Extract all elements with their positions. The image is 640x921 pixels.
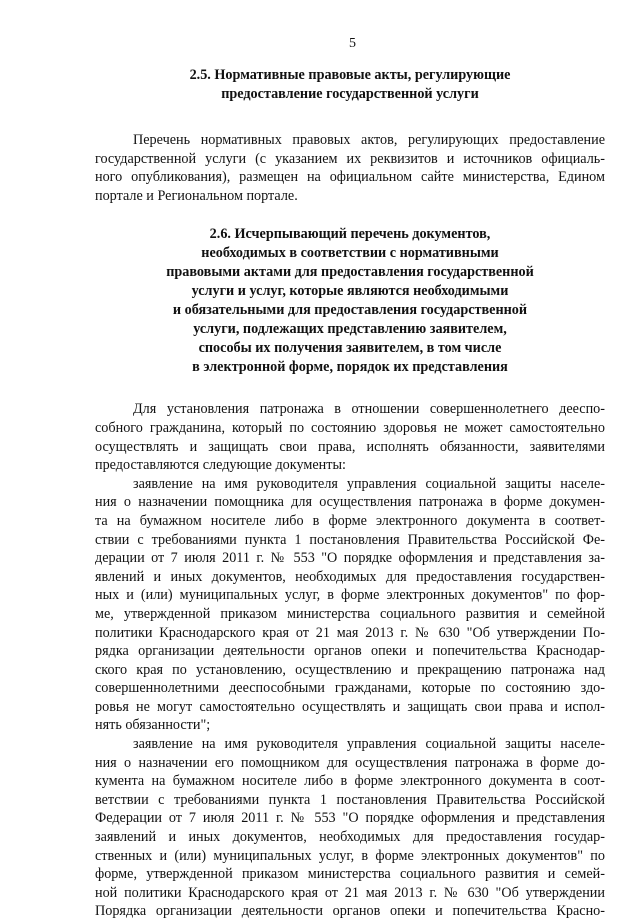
- text-line: ния о назначении помощника для осуществления патронажа в форме докумен-: [95, 494, 605, 511]
- text-line: кумента на бумажном носителе либо в форме электронного документа в соот-: [95, 773, 605, 790]
- text-line: ровья не могут самостоятельно осуществлять и защищать свои права и испол-: [95, 698, 605, 715]
- text-line: государственной услуги (с указанием их реквизитов и источников официаль-: [95, 150, 605, 167]
- section-2-6-intro: [95, 400, 605, 474]
- text-line: нять обязанности";: [95, 717, 211, 734]
- heading-line: 2.6. Исчерпывающий перечень документов,: [209, 226, 491, 243]
- heading-line: правовыми актами для предоставления государственной: [166, 264, 534, 281]
- text-line: предоставляются следующие документы:: [95, 457, 346, 474]
- text-line: ствии с требованиями пункта 1 постановления Правительства Российской Фе-: [95, 531, 605, 548]
- heading-line: предоставление государственной услуги: [221, 86, 479, 102]
- heading-line: 2.5. Нормативные правовые акты, регулирующие: [189, 67, 511, 83]
- text-line: ных и (или) муниципальных услуг, в форме электронных документов" по фор-: [95, 587, 605, 604]
- text-line: ского края по установлению, осуществлению и прекращению патронажа над: [95, 661, 605, 678]
- text-line: заявление на имя руководителя управления социальной защиты населе-: [133, 736, 605, 753]
- text-line: политики Краснодарского края от 21 мая 2013 г. № 630 "Об утверждении По-: [95, 624, 605, 641]
- text-line: портале и Региональном портале.: [95, 187, 298, 204]
- document-item-application-assistant: [95, 735, 605, 921]
- text-line: ной политики Краснодарского края от 21 мая 2013 г. № 630 "Об утверждении: [95, 884, 605, 901]
- text-line: заявлений и иных документов, необходимых для предоставления государ-: [95, 829, 605, 846]
- text-line: форме, утвержденной приказом министерства социального развития и семей-: [95, 866, 605, 883]
- text-line: совершеннолетними дееспособными гражданами, которые по состоянию здо-: [95, 680, 605, 697]
- heading-line: необходимых в соответствии с нормативными: [201, 245, 499, 262]
- text-line: ветствии с требованиями пункта 1 постановления Правительства Российской: [95, 791, 605, 808]
- heading-line: в электронной форме, порядок их представления: [192, 359, 508, 376]
- heading-line: и обязательными для предоставления государственной: [172, 302, 528, 319]
- text-line: рядка организации деятельности органов опеки и попечительства Краснодар-: [95, 643, 605, 660]
- text-line: осуществлять и защищать свои права, исполнять обязанности, заявителями: [95, 438, 605, 455]
- page-number: 5: [349, 36, 356, 51]
- heading-line: услуги и услуг, которые являются необходимыми: [191, 283, 509, 300]
- document-page: [95, 36, 605, 921]
- section-2-5-heading: [95, 66, 605, 104]
- text-line: Федерации от 7 июля 2011 г. № 553 "О порядке оформления и представления: [95, 810, 605, 827]
- text-line: ния о назначении его помощником для осуществления патронажа в форме до-: [95, 754, 605, 771]
- document-item-application-patronage: [95, 475, 605, 735]
- text-line: заявление на имя руководителя управления социальной защиты населе-: [133, 475, 605, 492]
- text-line: Порядка организации деятельности органов опеки и попечительства Красно-: [95, 903, 605, 920]
- section-2-6-heading: [95, 225, 605, 377]
- text-line: ственных и (или) муниципальных услуг, в форме электронных документов" по: [95, 847, 605, 864]
- text-line: собного гражданина, который по состоянию здоровья не может самостоятельно: [95, 419, 605, 436]
- text-line: Для установления патронажа в отношении совершеннолетнего дееспо-: [133, 401, 605, 418]
- heading-line: услуги, подлежащих представлению заявителем,: [193, 321, 507, 338]
- text-line: та на бумажном носителе либо в форме электронного документа в соответ-: [95, 512, 605, 529]
- text-line: дерации от 7 июля 2011 г. № 553 "О порядке оформления и представления за-: [95, 550, 605, 567]
- text-line: ме, утвержденной приказом министерства социального развития и семейной: [95, 605, 605, 622]
- text-line: явлений и иных документов, необходимых для предоставления государствен-: [95, 568, 605, 585]
- text-line: Перечень нормативных правовых актов, регулирующих предоставление: [133, 132, 605, 148]
- heading-line: способы их получения заявителем, в том числе: [198, 340, 502, 357]
- text-line: ного опубликования), размещен на официальном сайте министерства, Едином: [95, 169, 605, 186]
- section-2-5-paragraph: [95, 131, 605, 205]
